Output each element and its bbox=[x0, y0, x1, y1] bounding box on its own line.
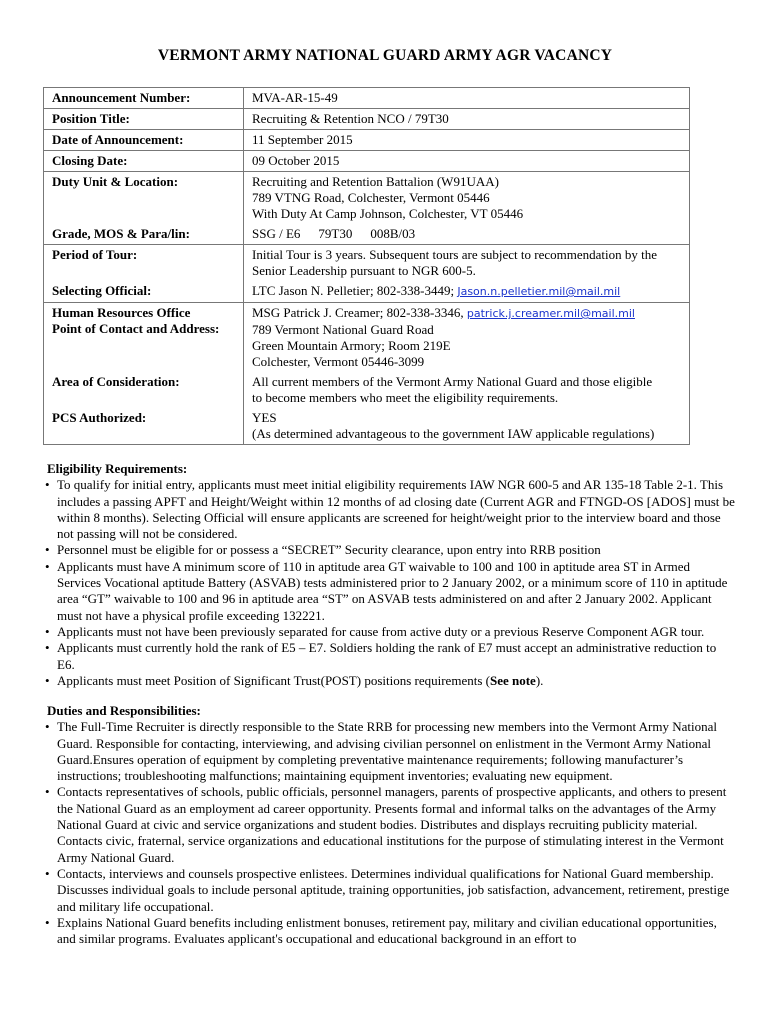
announcement-value: MVA-AR-15-49 bbox=[252, 90, 338, 105]
bullet-icon: • bbox=[45, 542, 50, 558]
eligibility-heading: Eligibility Requirements: bbox=[47, 461, 188, 476]
list-item: • Personnel must be eligible for or possess a “SECRET” Security clearance, upon entry into RRB position bbox=[45, 542, 601, 558]
hr-label-line: Human Resources Office bbox=[52, 305, 191, 320]
announcement-row bbox=[44, 88, 690, 109]
selecting-value bbox=[244, 281, 690, 303]
position-row bbox=[44, 109, 690, 130]
area-value bbox=[244, 372, 690, 408]
selecting-label: Selecting Official: bbox=[44, 281, 244, 303]
pcs-line: YES bbox=[252, 410, 277, 425]
area-line: to become members who meet the eligibility requirements. bbox=[252, 390, 559, 405]
grade-label: Grade, MOS & Para/lin: bbox=[44, 224, 244, 245]
hr-row bbox=[44, 303, 690, 373]
hr-contact: MSG Patrick J. Creamer; 802-338-3346, bbox=[252, 305, 464, 320]
announcement-label: Announcement Number: bbox=[44, 88, 244, 109]
tour-value bbox=[244, 245, 690, 282]
position-value: Recruiting & Retention NCO / 79T30 bbox=[244, 109, 690, 130]
grade-row bbox=[44, 224, 690, 245]
list-item: • To qualify for initial entry, applicants must meet initial eligibility requirements IAW NGR 600-5 and AR 135-18 Table 2-1. This includes a passing APFT and Height/Weight within 12 months of ad closing date (Current AGR and FTNGD-OS [ADOS] must be within 8 months). Selecting Official will ensure applicants are screened for height/weight prior to the interview board and those not passing will not be considered. bbox=[45, 477, 735, 542]
tour-line: Senior Leadership pursuant to NGR 600-5. bbox=[252, 263, 476, 278]
position-label: Position Title: bbox=[44, 109, 244, 130]
list-item: • The Full-Time Recruiter is directly responsible to the State RRB for processing new members into the Vermont Army National Guard. Responsible for contacting, interviewing, and advising civilian personnel on enlistment in the Vermont Army National Guard.Ensures operation of equipment by completing preventative maintenance requirements; following manufacturer’s instructions; troubleshooting malfunctions; maintaining equipment inventories; evaluating new equipment. bbox=[45, 719, 718, 784]
hr-contact-line bbox=[252, 305, 683, 322]
list-item: • Explains National Guard benefits including enlistment bonuses, retirement pay, military and civilian educational opportunities, and similar programs. Evaluates applicant's occupational and educational background in an effort to bbox=[45, 914, 717, 947]
pcs-line: (As determined advantageous to the government IAW applicable regulations) bbox=[252, 426, 655, 441]
grade-rank: SSG / E6 bbox=[252, 226, 301, 241]
list-item: • Applicants must have A minimum score of 110 in aptitude area GT waivable to 100 and 100 in aptitude area ST in Armed Services Vocational aptitude Battery (ASVAB) tests administered prior to 2 January 2002, or a minimum score of 110 in aptitude area “GT” waivable to 100 and 96 in aptitude area “ST” on ASVAB tests administered on and after 2 January 2002. Applicant must not have a physical profile exceeding 132221. bbox=[45, 558, 728, 623]
list-item: • Applicants must currently hold the rank of E5 – E7. Soldiers holding the rank of E7 must accept an administrative reduction to E6. bbox=[45, 640, 717, 672]
bullet-icon: • bbox=[45, 865, 50, 881]
hr-address-line: Colchester, Vermont 05446-3099 bbox=[252, 354, 425, 369]
duties-section bbox=[45, 703, 735, 947]
grade-value bbox=[244, 224, 690, 245]
bullet-icon: • bbox=[45, 719, 50, 735]
selecting-official: LTC Jason N. Pelletier; 802-338-3449; bbox=[252, 283, 455, 298]
eligibility-list bbox=[45, 477, 735, 689]
grade-para: 008B/03 bbox=[370, 226, 416, 241]
closing-value: 09 October 2015 bbox=[244, 151, 690, 172]
area-label: Area of Consideration: bbox=[44, 372, 244, 408]
hr-label bbox=[44, 303, 244, 373]
bullet-icon: • bbox=[45, 623, 50, 639]
duty-line: 789 VTNG Road, Colchester, Vermont 05446 bbox=[252, 190, 490, 205]
hr-label-line: Point of Contact and Address: bbox=[52, 321, 220, 336]
closing-row bbox=[44, 151, 690, 172]
duty-line: Recruiting and Retention Battalion (W91UAA) bbox=[252, 174, 499, 189]
hr-value bbox=[244, 303, 690, 373]
duties-heading: Duties and Responsibilities: bbox=[47, 703, 201, 718]
closing-label: Closing Date: bbox=[44, 151, 244, 172]
bullet-icon: • bbox=[45, 558, 50, 574]
vacancy-info-table bbox=[43, 87, 690, 445]
selecting-row bbox=[44, 281, 690, 303]
bullet-icon: • bbox=[45, 784, 50, 800]
duty-line: With Duty At Camp Johnson, Colchester, VT 05446 bbox=[252, 206, 524, 221]
bullet-icon: • bbox=[45, 640, 50, 656]
bullet-icon: • bbox=[45, 477, 50, 493]
list-item: • Contacts representatives of schools, public officials, personnel managers, parents of prospective applicants, and others to present the National Guard as an employment ad career opportunity. Presents formal and informal talks on the advantages of the Army National Guard at civic and service organizations and student bodies. Distributes and displays recruiting publicity material. Contacts civic, fraternal, service organizations and educational institutions for the purpose of stimulating interest in the Vermont Army National Guard. bbox=[45, 784, 727, 865]
date-value: 11 September 2015 bbox=[244, 130, 690, 151]
page-title: VERMONT ARMY NATIONAL GUARD ARMY AGR VACANCY bbox=[157, 47, 613, 64]
hr-email-link[interactable]: patrick.j.creamer.mil@mail.mil bbox=[466, 307, 635, 320]
date-row bbox=[44, 130, 690, 151]
date-label: Date of Announcement: bbox=[44, 130, 244, 151]
see-note: See note bbox=[489, 672, 536, 688]
eligibility-section bbox=[45, 461, 735, 689]
pcs-value bbox=[244, 408, 690, 445]
list-item: • Applicants must meet Position of Significant Trust(POST) positions requirements (See note). bbox=[45, 672, 544, 688]
tour-row bbox=[44, 245, 690, 282]
grade-mos: 79T30 bbox=[318, 226, 353, 241]
duty-value bbox=[244, 172, 690, 225]
pcs-row bbox=[44, 408, 690, 445]
list-item: • Contacts, interviews and counsels prospective enlistees. Determines individual qualifications for National Guard membership. Discusses individual goals to include personal aptitude, training opportunities, job satisfaction, advancement, retirement, prestige and military life occupational. bbox=[45, 865, 730, 914]
duties-list bbox=[45, 719, 735, 947]
list-item: • Applicants must not have been previously separated for cause from active duty or a previous Reserve Component AGR tour. bbox=[45, 623, 705, 639]
area-row bbox=[44, 372, 690, 408]
hr-address-line: 789 Vermont National Guard Road bbox=[252, 322, 434, 337]
hr-address-line: Green Mountain Armory; Room 219E bbox=[252, 338, 451, 353]
duty-row bbox=[44, 172, 690, 225]
bullet-icon: • bbox=[45, 672, 50, 688]
tour-label: Period of Tour: bbox=[44, 245, 244, 282]
pcs-label: PCS Authorized: bbox=[44, 408, 244, 445]
duty-label: Duty Unit & Location: bbox=[44, 172, 244, 225]
tour-line: Initial Tour is 3 years. Subsequent tours are subject to recommendation by the bbox=[252, 247, 658, 262]
bullet-icon: • bbox=[45, 914, 50, 930]
selecting-email-link[interactable]: Jason.n.pelletier.mil@mail.mil bbox=[457, 285, 621, 298]
area-line: All current members of the Vermont Army National Guard and those eligible bbox=[252, 374, 653, 389]
